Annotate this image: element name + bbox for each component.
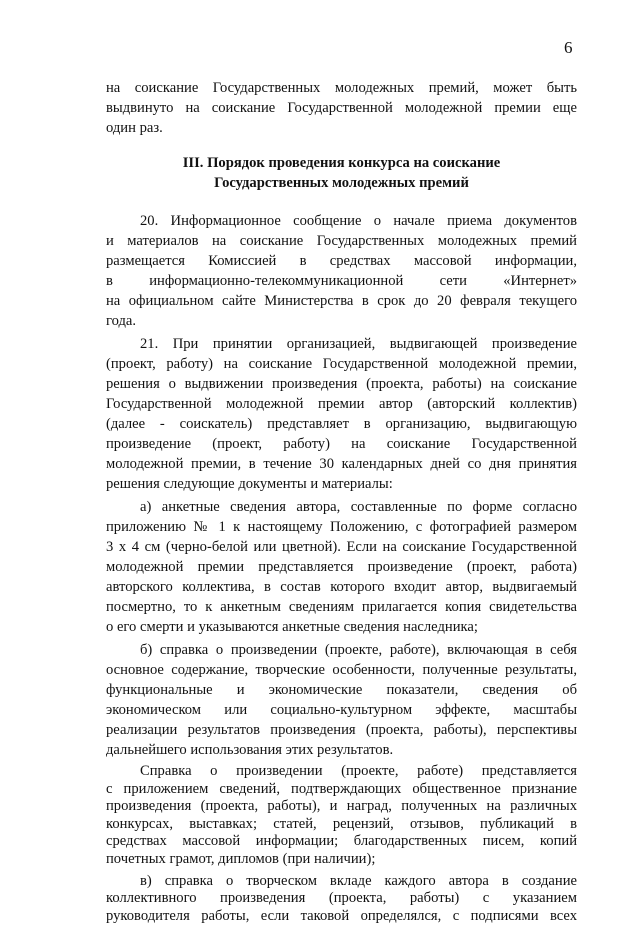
paragraph-line: молодежной премии, в течение 30 календарных дней со дня принятия <box>106 456 577 472</box>
paragraph-line: основное содержание, творческие особенности, полученные результаты, <box>106 662 577 678</box>
paragraph-line: Справка о произведении (проекте, работе) представляется <box>140 763 577 779</box>
paragraph-line: произведение (проект, работу) на соискание Государственной <box>106 436 577 452</box>
paragraph-line: функциональные и экономические показатели, сведения об <box>106 682 577 698</box>
paragraph-line: Государственной молодежной премии автор (авторский коллектив) <box>106 396 577 412</box>
paragraph-line: дальнейшего использования этих результатов. <box>106 742 394 758</box>
paragraph-line: 20. Информационное сообщение о начале приема документов <box>140 213 577 229</box>
paragraph-line: решения следующие документы и материалы: <box>106 476 393 492</box>
paragraph-line: произведения (проекта, работы), и наград, полученных на различных <box>106 798 577 815</box>
paragraph-line: в информационно-телекоммуникационной сети «Интернет» <box>106 273 577 289</box>
paragraph-line: размещается Комиссией в средствах массовой информации, <box>106 253 577 269</box>
paragraph-line: с приложением сведений, подтверждающих общественное признание <box>106 780 577 797</box>
paragraph-line: экономическом или социально-культурном эффекте, масштабы <box>106 702 577 718</box>
paragraph-line: на официальном сайте Министерства в срок до 20 февраля текущего <box>106 293 577 309</box>
paragraph-line: средствах массовой информации; благодарственных писем, копий <box>106 833 577 850</box>
paragraph-line: 21. При принятии организацией, выдвигающей произведение <box>140 336 577 352</box>
paragraph-line: реализации результатов произведения (проекта, работы), перспективы <box>106 722 577 738</box>
section-heading-line: Государственных молодежных премий <box>214 175 469 191</box>
paragraph-line: 3 х 4 см (черно-белой или цветной). Если на соискание Государственной <box>106 539 577 555</box>
section-heading-line: III. Порядок проведения конкурса на соискание <box>182 155 501 171</box>
paragraph-line: почетных грамот, дипломов (при наличии); <box>106 851 376 867</box>
paragraph-line: (далее - соискатель) представляет в организацию, выдвигающую <box>106 416 577 432</box>
paragraph-line: (проект, работу) на соискание Государственной молодежной премии, <box>106 356 577 372</box>
intro-line: один раз. <box>106 120 163 136</box>
paragraph-line: посмертно, то к анкетным сведениям прилагается копия свидетельства <box>106 599 577 615</box>
paragraph-line: о его смерти и указываются анкетные сведения наследника; <box>106 619 478 635</box>
paragraph-line: в) справка о творческом вкладе каждого автора в создание <box>140 872 577 889</box>
paragraph-line: и материалов на соискание Государственных молодежных премий <box>106 233 577 249</box>
paragraph-line: конкурсах, выставках; статей, рецензий, отзывов, публикаций в <box>106 815 577 832</box>
paragraph-line: б) справка о произведении (проекте, работе), включающая в себя <box>140 642 577 658</box>
paragraph-line: решения о выдвижении произведения (проекта, работы) на соискание <box>106 376 577 392</box>
paragraph-line: авторского коллектива, в состав которого входит автор, выдвигаемый <box>106 579 577 595</box>
intro-line: на соискание Государственных молодежных премий, может быть <box>106 80 577 96</box>
paragraph-line: года. <box>106 313 137 329</box>
paragraph-line: приложению № 1 к настоящему Положению, с фотографией размером <box>106 519 577 535</box>
intro-line: выдвинуто на соискание Государственной молодежной премии еще <box>106 100 577 116</box>
paragraph-line: руководителя работы, если таковой определялся, с подписями всех <box>106 907 577 924</box>
page-number: 6 <box>564 38 573 57</box>
paragraph-line: а) анкетные сведения автора, составленные по форме согласно <box>140 499 577 515</box>
paragraph-line: молодежной премии представляется произведение (проект, работа) <box>106 559 577 575</box>
paragraph-line: коллективного произведения (проекта, работы) с указанием <box>106 890 577 907</box>
